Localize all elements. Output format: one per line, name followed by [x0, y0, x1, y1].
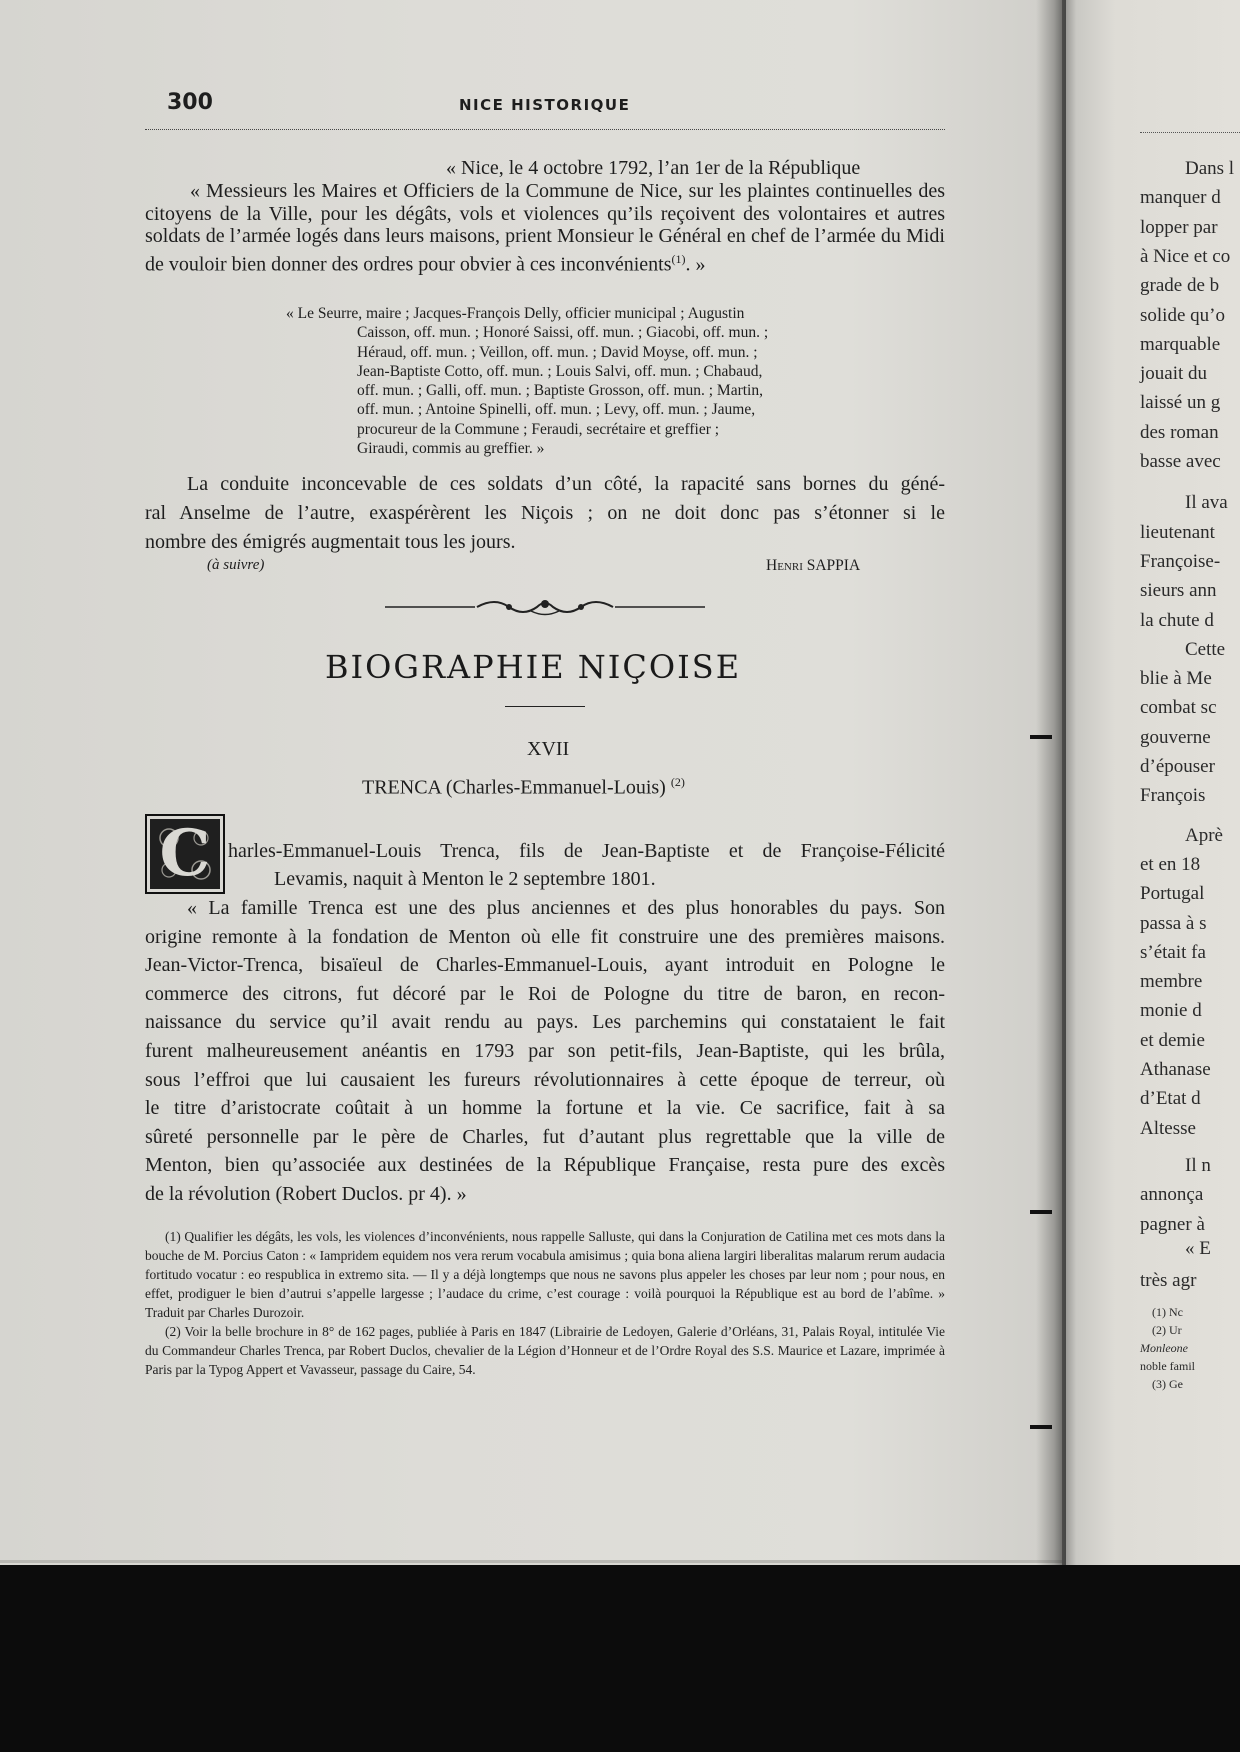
bio-quote [145, 894, 945, 1209]
footnote-ref-1: (1) [671, 251, 686, 266]
right-page-line: membre [1140, 971, 1203, 993]
right-page-note: (2) Ur [1152, 1323, 1182, 1337]
quote-line: de la révolution (Robert Duclos. pr 4). » [145, 1182, 467, 1205]
right-page-line: blie à Me [1140, 668, 1212, 690]
right-page-line: et demie [1140, 1029, 1205, 1051]
signatory-line: « Le Seurre, maire ; Jacques-François Delly, officier municipal ; Augustin [286, 305, 745, 322]
right-page-line: la chute d [1140, 609, 1214, 631]
quote-line: Menton, bien qu’associée aux destinées de la République Française, resta pure des excès [145, 1154, 945, 1177]
book-gutter [1036, 0, 1066, 1565]
title-rule [505, 706, 585, 707]
right-page-line: Françoise- [1140, 550, 1221, 572]
right-page-line: d’épouser [1140, 756, 1215, 777]
section-number: XVII [527, 738, 570, 760]
conclusion-line: ral Anselme de l’autre, exaspérèrent les Niçois ; on ne doit donc pas s’étonner si le [145, 502, 945, 524]
conclusion-line: La conduite inconcevable de ces soldats d’un côté, la rapacité sans bornes du géné- [187, 473, 945, 495]
signatory-line: off. mun. ; Galli, off. mun. ; Baptiste Grosson, off. mun. ; Martin, [357, 382, 763, 400]
right-page-note: Monleone [1140, 1341, 1188, 1355]
to-be-continued: (à suivre) [207, 557, 265, 573]
right-page-header-rule [1140, 132, 1240, 133]
right-page-line: Il ava [1185, 492, 1228, 514]
right-page-line: laissé un g [1140, 392, 1221, 414]
letter-body-end: . » [685, 253, 706, 276]
binding-stitch [1030, 1425, 1052, 1429]
quote-line: le titre d’aristocrate coûtait à un homme la fortune et la vie. Ce sacrifice, fait à sa [145, 1097, 945, 1120]
right-page-line: annonça [1140, 1184, 1204, 1206]
right-page-line: s’était fa [1140, 941, 1206, 963]
right-page-line: Altesse [1140, 1117, 1196, 1139]
right-page-line: d’Etat d [1140, 1088, 1201, 1110]
binding-stitch [1030, 735, 1052, 739]
conclusion-paragraph [145, 470, 945, 557]
signatory-line: procureur de la Commune ; Feraudi, secrétaire et greffier ; [357, 420, 720, 438]
right-page-line: François [1140, 785, 1206, 807]
running-title: NICE HISTORIQUE [459, 96, 631, 114]
dropcap-letter: C [159, 816, 211, 891]
header-rule [145, 129, 945, 130]
right-page-line: jouait du [1140, 363, 1208, 385]
quote-line: commerce des citrons, fut décoré par le Roi de Pologne du titre de baron, en recon- [145, 982, 945, 1005]
letter-body-text: « Messieurs les Maires et Officiers de la Commune de Nice, sur les plaintes continuelles des citoyens de la Ville, pour les dégâts, vols et violences qu’ils reçoivent des volontaires et autres soldats de l’armée logés dans leurs maisons, prient Monsieur le Général en chef de l’armée du Midi de vouloir bien donner des ordres pour obvier à ces inconvénients [145, 180, 945, 276]
quote-line: Jean-Victor-Trenca, bisaïeul de Charles-Emmanuel-Louis, ayant introduit en Pologne le [145, 954, 945, 977]
ornamental-divider [385, 594, 705, 620]
signatories-block [286, 304, 911, 458]
conclusion-line: nombre des émigrés augmentait tous les jours. [145, 531, 516, 553]
signatory-line: Giraudi, commis au greffier. » [357, 440, 545, 458]
letter-dateline: « Nice, le 4 octobre 1792, l’an 1er de la République [446, 157, 861, 179]
author-signature: Henri SAPPIA [766, 557, 861, 574]
right-page-line: combat sc [1140, 697, 1217, 719]
signatory-line: Héraud, off. mun. ; Veillon, off. mun. ; David Moyse, off. mun. ; [357, 343, 758, 361]
right-page-line: pagner à [1140, 1213, 1205, 1235]
bio-intro-line1: harles-Emmanuel-Louis Trenca, fils de Jean-Baptiste et de Françoise-Félicité [228, 840, 945, 862]
right-page-note: noble famil [1140, 1359, 1195, 1373]
letter-body [145, 180, 945, 276]
signatory-line: Caisson, off. mun. ; Honoré Saissi, off. mun. ; Giacobi, off. mun. ; [357, 324, 769, 342]
right-page-line: lieutenant [1140, 521, 1215, 543]
right-page-line: Aprè [1185, 824, 1223, 846]
right-page-line: solide qu’o [1140, 304, 1225, 326]
quote-line: sûreté personnelle par le père de Charles, fut d’autant plus regrettable que la ville de [145, 1125, 945, 1148]
right-page-line: manquer d [1140, 187, 1221, 209]
right-page-line: monie d [1140, 1000, 1202, 1022]
bio-intro-line2: Levamis, naquit à Menton le 2 septembre 1801. [274, 868, 656, 890]
signatory-line: off. mun. ; Antoine Spinelli, off. mun. ; Levy, off. mun. ; Jaume, [357, 401, 756, 419]
right-page-line: basse avec [1140, 451, 1221, 472]
right-page-line: gouverne [1140, 726, 1211, 748]
page-number: 300 [167, 90, 213, 115]
right-page-line: des roman [1140, 421, 1219, 443]
binding-stitch [1030, 1210, 1052, 1214]
right-page-line: marquable [1140, 333, 1221, 355]
right-page-line: sieurs ann [1140, 580, 1217, 602]
quote-line: sous l’effroi que lui causaient les fureurs révolutionnaires à cette époque de terreur, où [145, 1068, 945, 1091]
quote-line: « La famille Trenca est une des plus anciennes et des plus honorables du pays. Son [187, 897, 945, 919]
footnote-1-text: (1) Qualifier les dégâts, les vols, les violences d’inconvénients, nous rappelle Salluste, qui dans la Conjuration de Catilina met ces mots dans la bouche de M. Porcius Caton : « Iampridem equidem nos vera rerum vocabula amisimus ; quia bona aliena largiri liberalitas malarum rerum audacia fortitudo vocatur : eo respublica in extremo sita. — Il y a déjà longtemps que nous ne savons plus appeler les choses par leur nom ; pour nous, en effet, prodiguer le bien d’autrui s’appelle largesse ; l’audace du crime, c’est courage : voilà pourquoi la République est au bord de l’abîme. » Traduit par Charles Durozoir. [145, 1229, 945, 1320]
right-page-line: Dans l [1185, 158, 1235, 179]
right-page-line: Portugal [1140, 883, 1205, 905]
right-page-line: et en 18 [1140, 853, 1201, 875]
signatory-line: Jean-Baptiste Cotto, off. mun. ; Louis Salvi, off. mun. ; Chabaud, [357, 362, 763, 380]
bio-subject [362, 775, 685, 800]
right-page-line: passa à s [1140, 912, 1207, 934]
footnote-1 [145, 1227, 945, 1322]
quote-line: naissance du service qu’il avait rendu au pays. Les parchemins qui constataient le fait [145, 1011, 945, 1034]
right-page-line: grade de b [1140, 275, 1220, 297]
quote-line: origine remonte à la fondation de Menton où elle fit construire une des premières maisons. [145, 925, 945, 948]
right-page-line: lopper par [1140, 216, 1218, 238]
right-page-line: à Nice et co [1140, 245, 1231, 267]
bio-subject-name: TRENCA (Charles-Emmanuel-Louis) [362, 776, 666, 799]
right-page-line: Athanase [1140, 1059, 1211, 1080]
section-title: BIOGRAPHIE NIÇOISE [325, 648, 742, 686]
right-page-note: (1) Nc [1152, 1305, 1183, 1319]
quote-line: furent malheureusement anéantis en 1793 par son petit-fils, Jean-Baptiste, qui les brûla, [145, 1039, 945, 1062]
footnote-2-text: (2) Voir la belle brochure in 8° de 162 pages, publiée à Paris en 1847 (Librairie de Ledoyen, Galerie d’Orléans, 31, Palais Royal, intitulée Vie du Commandeur Charles Trenca, par Robert Duclos, chevalier de la Légion d’Honneur et de l’Ordre Royal des S.S. Maurice et Lazare, imprimée à Paris par la Typog Appert et Vavasseur, passage du Caire, 54. [145, 1324, 945, 1377]
right-page-note: (3) Ge [1152, 1377, 1183, 1391]
footnote-ref-2: (2) [670, 775, 685, 789]
right-page-line: Cette [1185, 638, 1226, 660]
decorative-dropcap [145, 814, 225, 894]
right-page-line: Il n [1185, 1154, 1211, 1176]
footnote-2 [145, 1322, 945, 1379]
right-page-line: très agr [1140, 1270, 1197, 1291]
right-page-line: « E [1185, 1238, 1211, 1259]
